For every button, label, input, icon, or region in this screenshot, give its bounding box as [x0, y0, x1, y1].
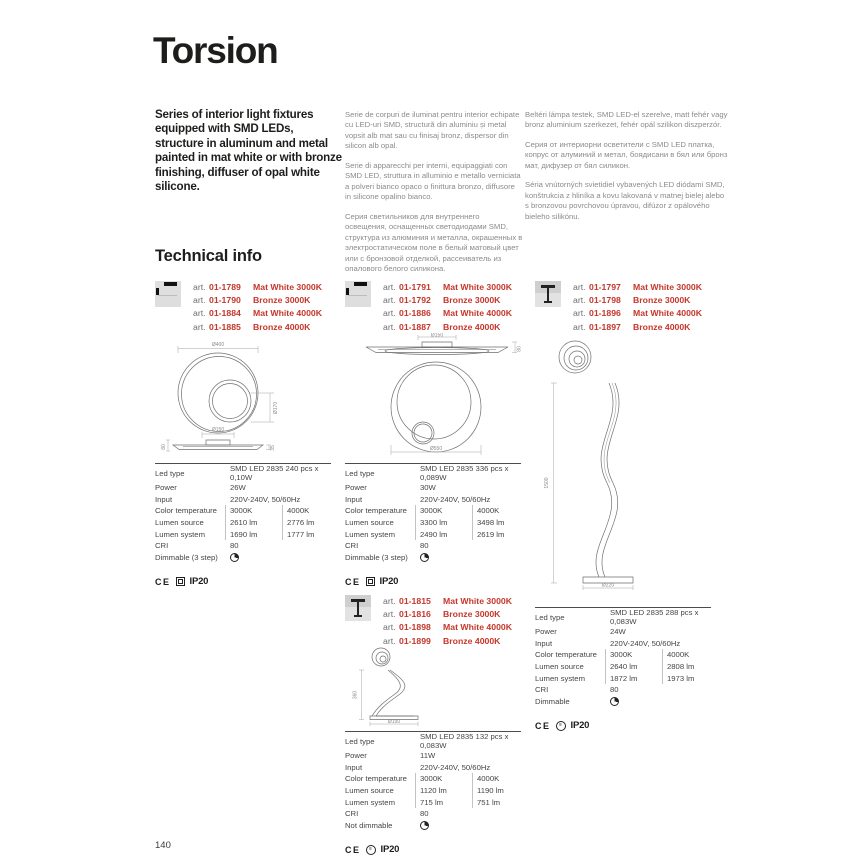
spec-row: Power 11W: [345, 751, 436, 761]
spec-row: Input 220V-240V, 50/60Hz: [345, 494, 491, 504]
article-list: [573, 281, 702, 334]
page-number: 140: [155, 840, 171, 851]
spec-row: Input 220V-240V, 50/60Hz: [345, 762, 491, 772]
art-code: 01-1884: [209, 308, 241, 319]
article-row: [383, 281, 512, 294]
double-insulation-icon: [366, 577, 375, 586]
art-prefix: art.: [383, 635, 396, 646]
art-finish: Bronze 3000K: [633, 295, 691, 306]
art-prefix: art.: [383, 321, 396, 332]
art-prefix: art.: [383, 596, 396, 606]
spec-row: Not dimmable: [345, 820, 521, 832]
spec-row: CRI 80: [345, 541, 429, 551]
spec-row: Color temperature 3000K 4000K: [155, 505, 331, 517]
art-prefix: art.: [193, 282, 206, 292]
spec-row: Lumen source 2610 lm 2776 lm: [155, 517, 331, 529]
art-prefix: art.: [193, 295, 206, 306]
spec-row: Lumen system 715 lm 751 lm: [345, 796, 521, 808]
spec-row: Led type SMD LED 2835 288 pcs x 0,083W: [535, 608, 699, 626]
spec-row: Dimmable: [535, 696, 711, 708]
art-code: 01-1887: [399, 321, 431, 332]
spec-row: Input 220V-240V, 50/60Hz: [535, 638, 681, 648]
dim-label: 360: [352, 690, 359, 700]
spec-row: Led type SMD LED 2835 336 pcs x 0,089W: [345, 464, 509, 482]
intro-paragraph-bg: Серия от интериорни осветители с SMD LED платка, копрус от алуминий и метал, боядисани в бял или бронз мат, дифузер от бял силикон.: [525, 139, 728, 170]
spec-row: Led type SMD LED 2835 132 pcs x 0,083W: [345, 732, 509, 750]
spec-row: Power 26W: [155, 483, 246, 493]
ce-mark: CE: [155, 576, 171, 587]
art-prefix: art.: [383, 622, 396, 633]
art-prefix: art.: [383, 609, 396, 620]
dim-label: Ø150: [430, 333, 444, 339]
art-prefix: art.: [193, 321, 206, 332]
intro-paragraph-ru: Серия светильников для внутреннего освещения, оснащенных светодиодами SMD, структура из алюминия и металла, окрашенных в электростатическом поле в белый матовый цвет или с бронзовой отделкой, рассеиватель из опалового белого силикона.: [345, 211, 523, 274]
art-code: 01-1896: [589, 308, 621, 319]
art-prefix: art.: [573, 321, 586, 332]
art-code: 01-1886: [399, 308, 431, 319]
intro-paragraph-sk: Séria vnútorných svietidiel vybavených LED diódami SMD, konštrukcia z hliníka a kovu lakovaná v matnej bielej alebo s bronzovou povrchovou úpravou, difúzor z opálového bieleho silikónu.: [525, 180, 725, 221]
art-finish: Mat White 3000K: [253, 282, 323, 292]
art-code: 01-1790: [209, 295, 241, 306]
technical-drawing-floor: [535, 333, 665, 591]
dimmable-icon: [610, 697, 619, 706]
dimmable-icon: [420, 553, 429, 562]
dim-label: 1500: [544, 477, 550, 489]
spec-row: Color temperature 3000K 4000K: [535, 649, 711, 661]
spec-row: Lumen source 3300 lm 3498 lm: [345, 517, 521, 529]
article-row: [383, 595, 512, 608]
class-i-earth-icon: ≡: [556, 721, 566, 731]
article-row: [193, 321, 322, 334]
art-finish: Mat White 4000K: [443, 308, 513, 319]
article-row: [573, 307, 702, 320]
article-row: [383, 321, 512, 334]
art-finish: Mat White 3000K: [633, 282, 703, 292]
article-row: [193, 294, 322, 307]
ce-mark: CE: [535, 720, 551, 731]
art-prefix: art.: [383, 308, 396, 319]
product-block-table: [345, 595, 525, 648]
art-code: 01-1792: [399, 295, 431, 306]
class-i-earth-icon: ≡: [366, 845, 376, 855]
product-block-ceiling-400: [155, 281, 335, 334]
art-prefix: art.: [193, 308, 206, 319]
double-insulation-icon: [176, 577, 185, 586]
dim-label: Ø400: [211, 342, 225, 348]
art-finish: Bronze 3000K: [443, 295, 501, 306]
ce-mark: CE: [345, 576, 361, 587]
intro-translations-col2: [525, 110, 730, 231]
article-list: [383, 281, 512, 334]
certification-marks: [535, 720, 711, 731]
certification-marks: [345, 576, 521, 587]
art-finish: Bronze 4000K: [443, 321, 501, 332]
spec-row: CRI 80: [345, 809, 429, 819]
article-row: [383, 621, 512, 634]
art-code: 01-1797: [589, 282, 621, 292]
spec-row: Lumen source 2640 lm 2808 lm: [535, 661, 711, 673]
art-code: 01-1791: [399, 282, 431, 292]
technical-drawing-table: [348, 646, 468, 728]
dim-label: 35: [270, 445, 276, 451]
art-code: 01-1816: [399, 609, 431, 620]
spec-row: Color temperature 3000K 4000K: [345, 773, 521, 785]
intro-description-en: Series of interior light fixtures equipped with SMD LEDs, structure in aluminum and metal painted in mat white or with bronze finishing, diffuser of opal white silicone.: [155, 108, 342, 193]
article-list: [383, 595, 512, 648]
table-lamp-icon: [345, 595, 371, 621]
spec-row: Power 30W: [345, 483, 436, 493]
dim-label: Ø190: [387, 719, 401, 725]
spec-row: Dimmable (3 step): [345, 552, 521, 564]
ceiling-mount-icon: [155, 281, 181, 307]
article-row: [193, 307, 322, 320]
intro-paragraph-hu: Beltéri lámpa testek, SMD LED-el szerelve, matt fehér vagy bronz aluminium szerkezet, fehér opál szilikon diszperzór.: [525, 110, 728, 130]
art-finish: Bronze 4000K: [253, 321, 311, 332]
art-finish: Mat White 4000K: [443, 622, 513, 633]
art-finish: Mat White 4000K: [633, 308, 703, 319]
art-finish: Bronze 3000K: [443, 609, 501, 620]
art-finish: Bronze 4000K: [633, 321, 691, 332]
certification-marks: [345, 844, 521, 855]
art-code: 01-1798: [589, 295, 621, 306]
certification-marks: [155, 576, 331, 587]
article-row: [383, 307, 512, 320]
spec-table-floor: [535, 607, 711, 731]
spec-row: CRI 80: [535, 685, 619, 695]
ip-rating: IP20: [570, 720, 590, 732]
product-block-floor: [535, 281, 735, 334]
art-code: 01-1885: [209, 321, 241, 332]
spec-row: Input 220V-240V, 50/60Hz: [155, 494, 301, 504]
product-block-wall-550: [345, 281, 525, 334]
page-title: Torsion: [153, 30, 278, 71]
article-row: [193, 281, 322, 294]
spec-row: Power 24W: [535, 627, 626, 637]
dim-label: Ø170: [273, 401, 279, 415]
art-finish: Mat White 3000K: [443, 596, 513, 606]
dim-label: 80: [161, 444, 167, 450]
spec-row: Lumen source 1120 lm 1190 lm: [345, 785, 521, 797]
dimmable-icon: [230, 553, 239, 562]
spec-row: Dimmable (3 step): [155, 552, 331, 564]
spec-table-table-lamp: [345, 731, 521, 855]
spec-row: Color temperature 3000K 4000K: [345, 505, 521, 517]
art-prefix: art.: [383, 295, 396, 306]
dim-label: 80: [516, 346, 523, 352]
dim-label: Ø220: [601, 582, 615, 589]
article-row: [383, 294, 512, 307]
spec-row: Lumen system 1690 lm 1777 lm: [155, 528, 331, 540]
art-code: 01-1898: [399, 622, 431, 633]
spec-row: Led type SMD LED 2835 240 pcs x 0,10W: [155, 464, 319, 482]
art-code: 01-1815: [399, 596, 431, 606]
technical-drawing-wall-550: [348, 333, 526, 460]
intro-translations-col1: [345, 110, 523, 284]
article-list: [193, 281, 322, 334]
dim-label: Ø150: [211, 427, 225, 433]
spec-table-ceiling-400: [155, 463, 331, 587]
art-finish: Mat White 4000K: [253, 308, 323, 319]
not-dimmable-icon: [420, 821, 429, 830]
art-prefix: art.: [383, 282, 396, 292]
intro-paragraph-ro: Serie de corpuri de iluminat pentru interior echipate cu LED-uri SMD, structură din aluminiu și metal vopsit alb mat sau cu finisaj bronz, dispersor din silicon alb opal.: [345, 110, 520, 151]
ip-rating: IP20: [189, 576, 209, 588]
technical-drawing-ceiling-400: [158, 338, 328, 460]
art-prefix: art.: [573, 282, 586, 292]
article-row: [573, 321, 702, 334]
art-code: 01-1899: [399, 635, 431, 646]
art-code: 01-1789: [209, 282, 241, 292]
article-row: [383, 608, 512, 621]
article-row: [573, 281, 702, 294]
art-finish: Bronze 4000K: [443, 635, 501, 646]
ip-rating: IP20: [379, 576, 399, 588]
article-row: [573, 294, 702, 307]
art-finish: Mat White 3000K: [443, 282, 513, 292]
art-prefix: art.: [573, 295, 586, 306]
ip-rating: IP20: [380, 844, 400, 856]
spec-table-wall-550: [345, 463, 521, 587]
ce-mark: CE: [345, 844, 361, 855]
art-finish: Bronze 3000K: [253, 295, 311, 306]
art-code: 01-1897: [589, 321, 621, 332]
intro-paragraph-it: Serie di apparecchi per interni, equipaggiati con SMD LED, struttura in alluminio e metallo verniciata a polveri bianco opaco o finittura bronzo, diffusore in silicone opalino bianco.: [345, 160, 521, 202]
section-title: Technical info: [155, 247, 262, 265]
ceiling-mount-icon: [345, 281, 371, 307]
spec-row: Lumen system 1872 lm 1973 lm: [535, 672, 711, 684]
art-prefix: art.: [573, 308, 586, 319]
floor-lamp-icon: [535, 281, 561, 307]
spec-row: Lumen system 2490 lm 2619 lm: [345, 528, 521, 540]
spec-row: CRI 80: [155, 541, 239, 551]
dim-label: Ø550: [429, 446, 443, 452]
